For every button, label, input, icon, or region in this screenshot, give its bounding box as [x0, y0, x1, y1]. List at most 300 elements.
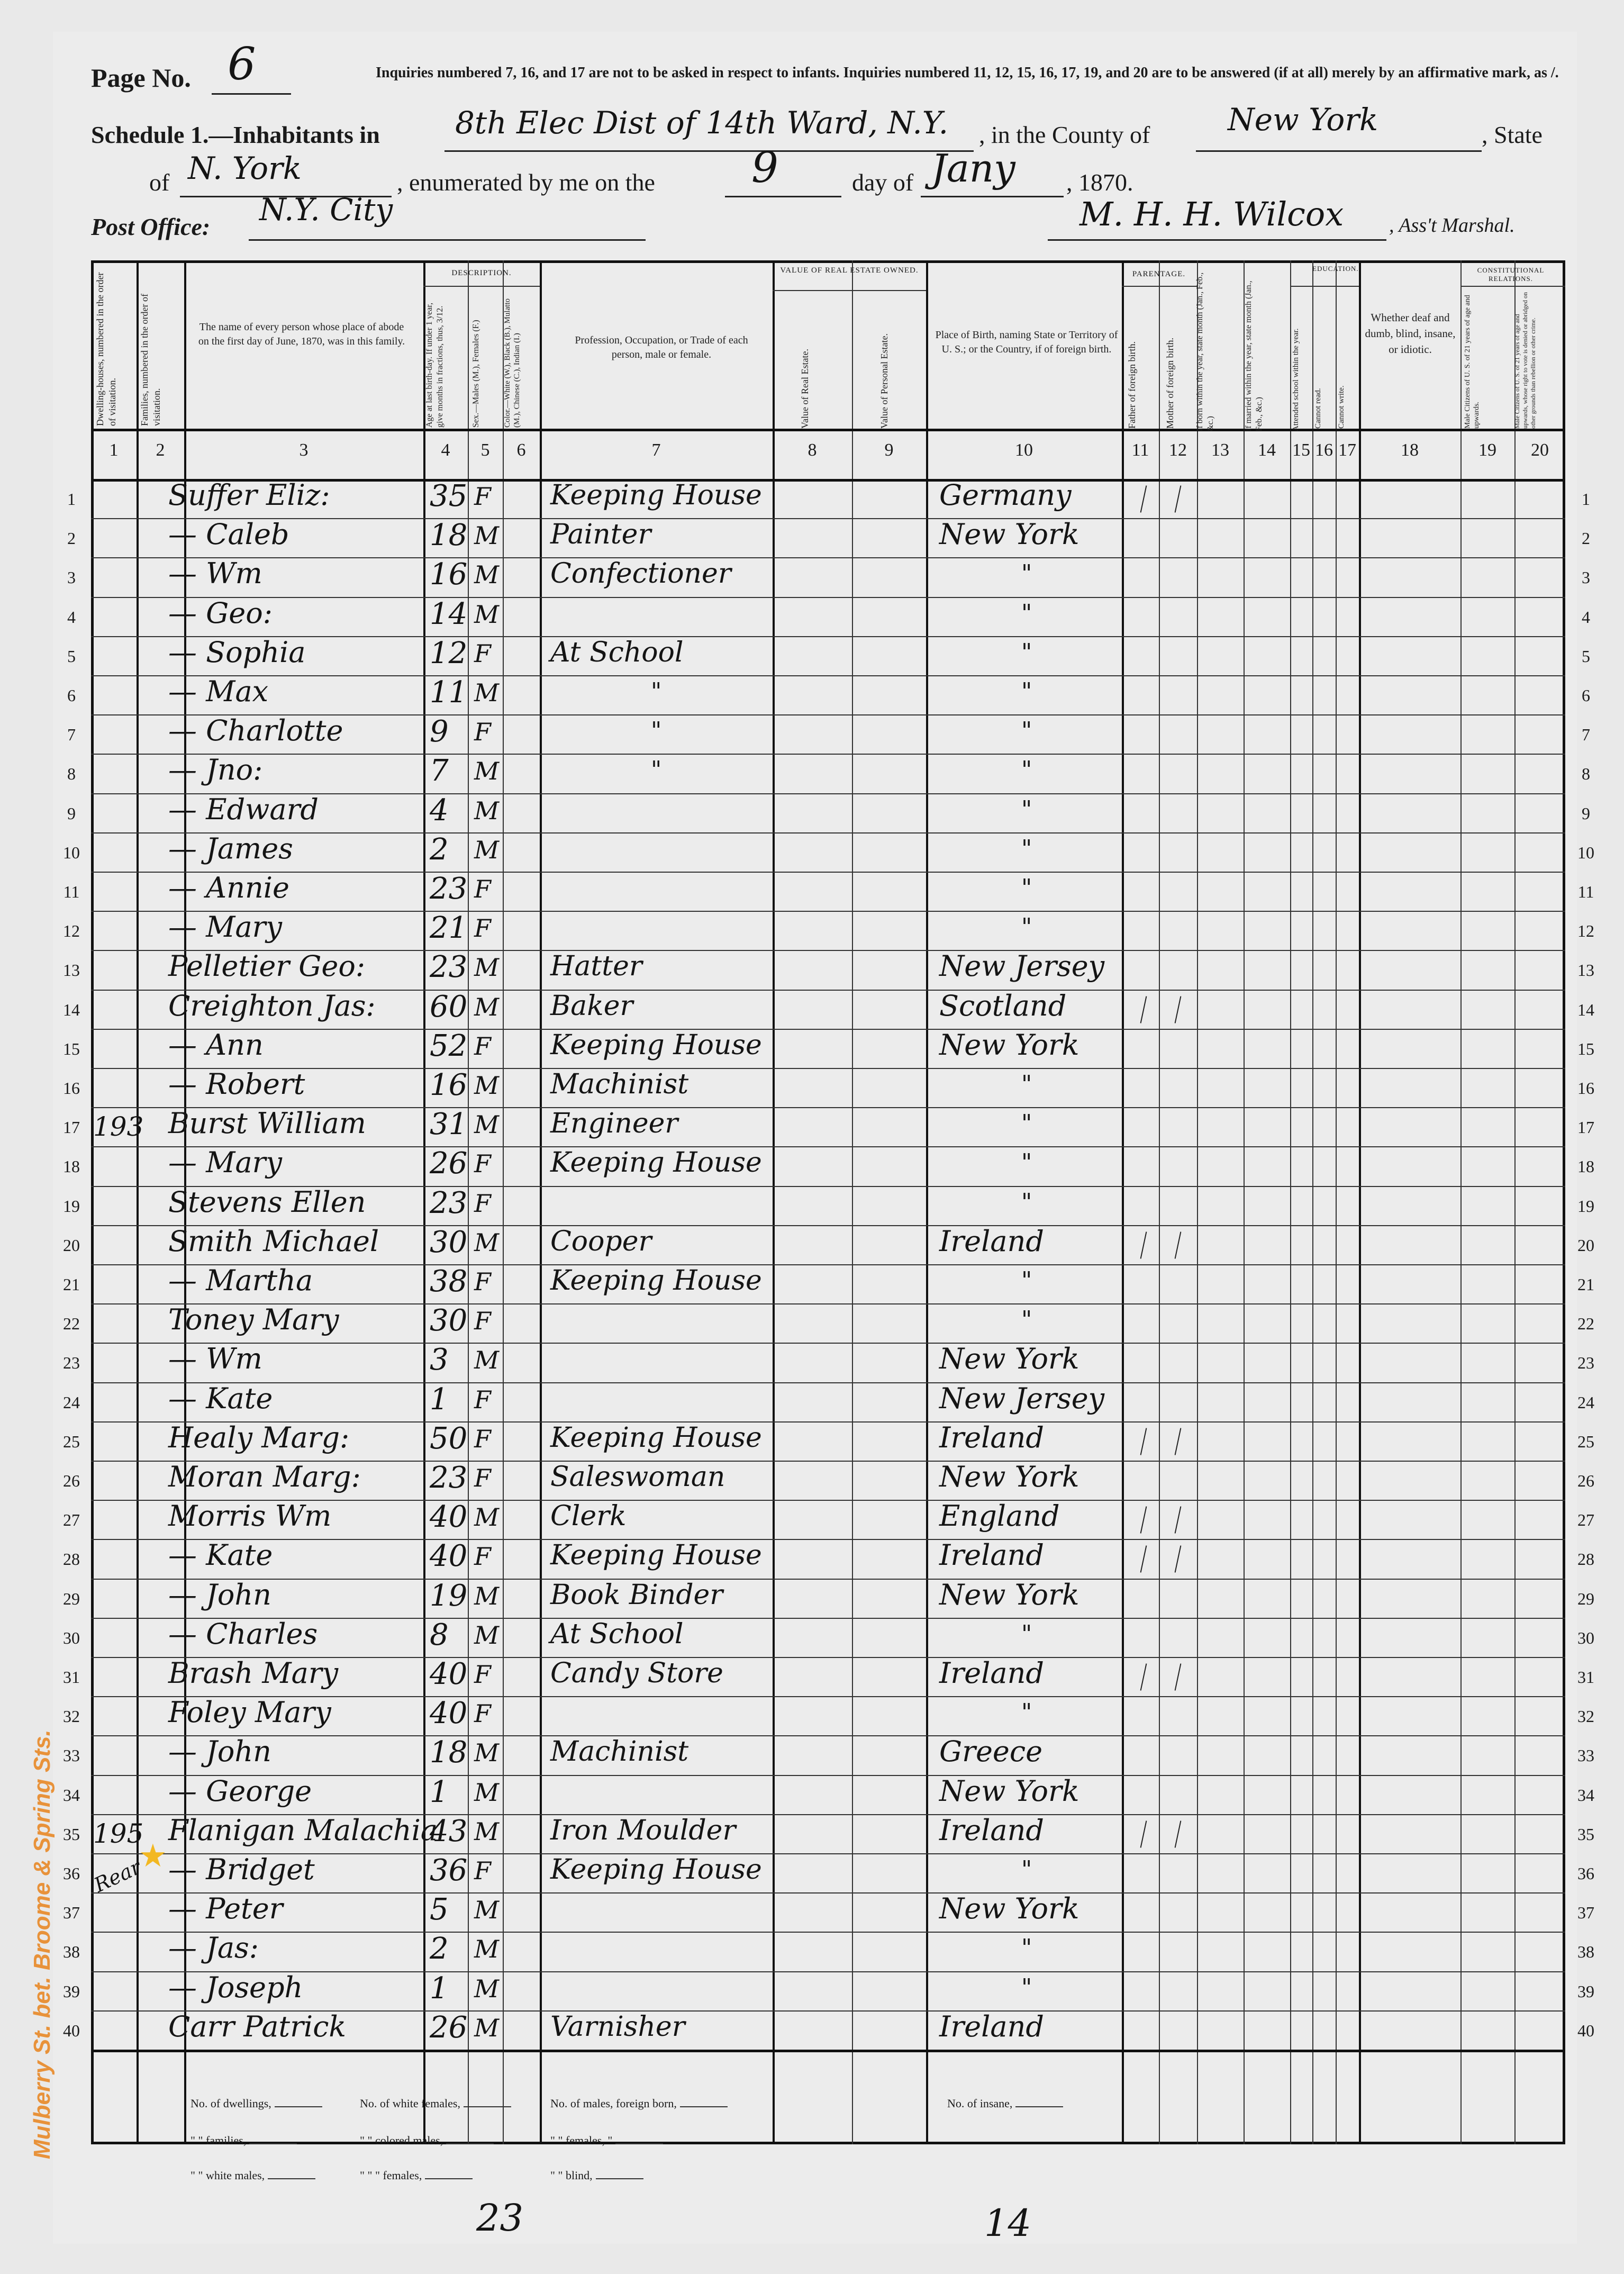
summary-insane: No. of insane,: [947, 2097, 1013, 2110]
person-birthplace: ": [1021, 1973, 1032, 2001]
person-name: — Wm: [168, 1342, 262, 1376]
row-number-right: 7: [1582, 725, 1590, 745]
person-age: 1: [430, 1971, 449, 2006]
person-name: — Sophia: [168, 635, 306, 669]
group-value: VALUE OF REAL ESTATE OWNED.: [780, 266, 919, 275]
person-name: Pelletier Geo:: [168, 949, 366, 983]
county-label: , in the County of: [979, 121, 1150, 148]
column-number: 4: [441, 440, 450, 460]
person-age: 5: [430, 1892, 449, 1927]
header-dwelling: Dwelling-houses, numbered in the order of visitation.: [95, 272, 117, 426]
person-sex: M: [474, 2013, 500, 2042]
person-sex: M: [474, 1817, 500, 1846]
person-age: 40: [430, 1657, 468, 1691]
person-occupation: Keeping House: [550, 1147, 762, 1179]
group-description: DESCRIPTION.: [451, 269, 512, 277]
person-occupation: Cooper: [550, 1225, 652, 1257]
person-sex: F: [474, 1464, 491, 1492]
row-number-left: 36: [63, 1864, 80, 1883]
person-name: — Caleb: [168, 518, 289, 551]
person-occupation: Iron Moulder: [550, 1814, 736, 1846]
person-name: — Robert: [168, 1067, 305, 1101]
header-attended-school: Attended school within the year.: [1292, 328, 1300, 431]
person-birthplace: ": [1021, 1267, 1032, 1294]
column-number: 7: [651, 440, 661, 460]
person-sex: M: [474, 521, 500, 550]
row-number-left: 34: [63, 1785, 80, 1805]
person-birthplace: New York: [939, 1578, 1079, 1611]
person-name: Creighton Jas:: [168, 989, 376, 1022]
column-number: 5: [480, 440, 490, 460]
column-divider: [773, 260, 775, 2144]
row-number-left: 8: [67, 764, 76, 784]
row-number-right: 26: [1577, 1471, 1594, 1490]
person-birthplace: Ireland: [939, 1420, 1044, 1454]
row-number-left: 5: [67, 646, 76, 666]
person-sex: F: [474, 1149, 491, 1179]
person-birthplace: Greece: [939, 1735, 1043, 1769]
person-sex: F: [474, 1424, 491, 1453]
dwelling-number: 193: [93, 1111, 144, 1143]
person-sex: F: [474, 1307, 491, 1336]
person-birthplace: ": [1021, 874, 1032, 901]
group-education: EDUCATION.: [1312, 265, 1359, 273]
person-age: 23: [430, 872, 468, 906]
row-number-left: 15: [63, 1039, 80, 1058]
row-number-left: 14: [63, 1000, 80, 1019]
marshal-label: , Ass't Marshal.: [1389, 214, 1515, 237]
row-number-left: 3: [67, 568, 76, 587]
post-office-value: N.Y. City: [259, 192, 393, 228]
page-label: Page No.: [91, 63, 191, 93]
person-sex: F: [474, 1699, 491, 1728]
column-divider: [926, 260, 928, 2144]
row-number-right: 27: [1577, 1510, 1594, 1530]
row-number-left: 20: [63, 1235, 80, 1255]
row-rule: [91, 636, 1565, 637]
person-age: 18: [430, 1735, 468, 1770]
header-real-estate: Value of Real Estate.: [800, 349, 810, 429]
person-age: 21: [430, 911, 468, 946]
person-name: — James: [168, 831, 293, 865]
person-age: 40: [430, 1539, 468, 1574]
row-rule: [91, 1539, 1565, 1540]
header-vote-denied: Male Citizens of U. S. of 21 years of age and upwards, whose right to vote is denied or abridged on other grounds than rebellion or other crime.: [1513, 292, 1537, 429]
person-age: 35: [430, 479, 468, 513]
person-occupation: Keeping House: [550, 1029, 762, 1061]
person-birthplace: ": [1021, 638, 1032, 666]
header-born-within-year: If born within the year, state month (Jan., Feb., &c.): [1195, 272, 1215, 431]
header-deaf-blind: Whether deaf and dumb, blind, insane, or idiotic.: [1365, 311, 1456, 356]
schedule-label: Schedule 1.—Inhabitants in: [91, 121, 380, 148]
header-birthplace: Place of Birth, naming State or Territory of U. S.; or the Country, if of foreign birth.: [935, 329, 1118, 355]
person-birthplace: ": [1021, 835, 1032, 862]
column-number: 1: [109, 440, 119, 460]
person-birthplace: New York: [939, 1892, 1079, 1926]
person-name: — Jas:: [168, 1931, 259, 1965]
row-number-right: 8: [1582, 764, 1590, 784]
column-number: 14: [1258, 440, 1276, 460]
column-divider: [540, 260, 542, 2144]
column-divider: [1159, 260, 1160, 2144]
person-occupation: Candy Store: [550, 1657, 723, 1689]
row-rule: [91, 1971, 1565, 1972]
person-age: 11: [430, 675, 468, 710]
row-number-right: 11: [1577, 882, 1594, 901]
person-birthplace: Ireland: [939, 1224, 1044, 1258]
person-name: — Annie: [168, 871, 289, 904]
person-birthplace: ": [1021, 1149, 1032, 1176]
person-sex: M: [474, 1896, 500, 1925]
state-value: N. York: [188, 150, 302, 186]
person-name: — Kate: [168, 1381, 273, 1415]
person-age: 2: [430, 832, 449, 867]
column-divider: [1244, 260, 1245, 2144]
person-age: 19: [430, 1578, 468, 1613]
row-number-right: 31: [1577, 1668, 1594, 1687]
row-number-right: 35: [1577, 1824, 1594, 1844]
page-number: 6: [228, 38, 256, 90]
row-number-left: 37: [63, 1903, 80, 1923]
person-sex: M: [474, 600, 500, 629]
row-number-left: 31: [63, 1668, 80, 1687]
person-occupation: Engineer: [550, 1108, 678, 1140]
person-name: — John: [168, 1578, 271, 1611]
row-number-left: 22: [63, 1314, 80, 1334]
row-number-right: 18: [1577, 1157, 1594, 1176]
person-age: 12: [430, 636, 468, 671]
summary-foreign-females: " " females, ": [550, 2134, 613, 2147]
row-number-right: 37: [1577, 1903, 1594, 1923]
header-occupation: Profession, Occupation, or Trade of each person, male or female.: [575, 334, 748, 360]
column-divider: [468, 260, 469, 2144]
person-birthplace: Ireland: [939, 1656, 1044, 1690]
summary-colored-females: " " " females,: [360, 2169, 422, 2182]
person-name: — John: [168, 1735, 271, 1769]
person-sex: M: [474, 1110, 500, 1139]
row-number-right: 40: [1577, 2021, 1594, 2040]
header-family: Families, numbered in the order of visitation.: [139, 294, 162, 426]
person-sex: F: [474, 1856, 491, 1885]
inquiries-note: Inquiries numbered 7, 16, and 17 are not to be asked in respect to infants. Inquiries numbered 11, 12, 15, 16, 17, 19, and 20 are to be answered (if at all) merely by an affirmative mark, as /.: [376, 65, 1559, 81]
person-birthplace: New York: [939, 1028, 1079, 1062]
row-number-left: 28: [63, 1550, 80, 1569]
month-value: Jany: [931, 146, 1015, 191]
person-sex: F: [474, 875, 491, 903]
row-rule: [91, 1146, 1565, 1147]
row-number-left: 6: [67, 686, 76, 705]
row-number-right: 21: [1577, 1275, 1594, 1294]
person-sex: F: [474, 1189, 491, 1218]
person-name: Foley Mary: [168, 1696, 331, 1729]
header-personal-estate: Value of Personal Estate.: [879, 333, 890, 429]
summary-colored-males: " " colored males,: [360, 2134, 443, 2147]
person-age: 40: [430, 1500, 468, 1535]
summary-blind: " " blind,: [550, 2169, 593, 2182]
column-number: 18: [1401, 440, 1419, 460]
person-name: — Ann: [168, 1028, 264, 1062]
row-number-right: 19: [1577, 1196, 1594, 1216]
person-name: Carr Patrick: [168, 2009, 347, 2043]
row-number-right: 1: [1582, 490, 1590, 509]
person-birthplace: New York: [939, 1342, 1079, 1376]
row-rule: [91, 1068, 1565, 1069]
header-age: Age at last birth-day. If under 1 year, give months in fractions, thus, 3/12.: [425, 302, 444, 428]
person-sex: M: [474, 1503, 500, 1532]
person-sex: F: [474, 1385, 491, 1414]
column-divider: [423, 260, 425, 2144]
person-sex: M: [474, 560, 500, 590]
person-age: 36: [430, 1853, 468, 1888]
row-number-left: 32: [63, 1707, 80, 1726]
row-number-left: 16: [63, 1079, 80, 1098]
person-birthplace: England: [939, 1499, 1060, 1533]
person-age: 3: [430, 1343, 449, 1378]
person-occupation: At School: [550, 636, 684, 668]
person-birthplace: Ireland: [939, 1538, 1044, 1572]
person-occupation: Machinist: [550, 1736, 689, 1768]
row-number-right: 30: [1577, 1628, 1594, 1647]
person-name: Burst William: [168, 1107, 366, 1140]
row-rule: [91, 911, 1565, 912]
person-name: Toney Mary: [168, 1303, 339, 1337]
header-name: The name of every person whose place of abode on the first day of June, 1870, was in this family.: [198, 321, 405, 347]
person-age: 1: [430, 1774, 449, 1809]
row-number-left: 17: [63, 1118, 80, 1137]
row-rule: [91, 1892, 1565, 1894]
county-value: New York: [1228, 102, 1378, 138]
star-icon: ★: [139, 1838, 167, 1873]
person-age: 4: [430, 793, 449, 828]
person-occupation: Hatter: [550, 950, 642, 983]
side-note-street: Mulberry St. bet. Broome & Spring Sts.: [29, 1729, 55, 2159]
person-sex: F: [474, 639, 491, 668]
header-mother-foreign: Mother of foreign birth.: [1165, 338, 1175, 429]
column-number: 6: [516, 440, 526, 460]
person-age: 30: [430, 1303, 468, 1338]
person-age: 43: [430, 1814, 468, 1849]
person-occupation: Book Binder: [550, 1579, 723, 1611]
person-occupation: Clerk: [550, 1500, 627, 1533]
row-number-right: 2: [1582, 529, 1590, 548]
person-name: Suffer Eliz:: [168, 478, 330, 512]
person-birthplace: New Jersey: [939, 949, 1105, 983]
person-age: 31: [430, 1107, 468, 1142]
header-bottom-rule: [91, 429, 1565, 431]
row-number-left: 33: [63, 1746, 80, 1765]
person-birthplace: ": [1021, 1306, 1032, 1334]
row-number-right: 24: [1577, 1392, 1594, 1412]
column-divider: [1460, 260, 1462, 2144]
person-sex: M: [474, 953, 500, 982]
person-name: — Geo:: [168, 596, 273, 630]
person-occupation: Varnisher: [550, 2010, 685, 2043]
column-divider: [1312, 260, 1313, 2144]
person-birthplace: ": [1021, 1699, 1032, 1726]
row-rule: [91, 1735, 1565, 1736]
person-sex: M: [474, 1071, 500, 1100]
row-number-right: 4: [1582, 607, 1590, 627]
person-birthplace: New York: [939, 1774, 1079, 1808]
row-number-left: 23: [63, 1353, 80, 1373]
row-number-left: 25: [63, 1432, 80, 1451]
row-rule: [91, 675, 1565, 676]
row-rule: [91, 1382, 1565, 1383]
summary-families: " " families,: [190, 2134, 247, 2147]
column-number: 17: [1338, 440, 1356, 460]
column-divider: [1197, 260, 1198, 2144]
row-rule: [91, 872, 1565, 873]
person-age: 9: [430, 714, 449, 749]
row-number-right: 25: [1577, 1432, 1594, 1451]
person-birthplace: ": [1021, 560, 1032, 587]
person-sex: M: [474, 992, 500, 1021]
column-number: 10: [1015, 440, 1033, 460]
row-number-right: 32: [1577, 1707, 1594, 1726]
header-married-within-year: If married within the year, state month (Jan., Feb., &c.): [1244, 280, 1264, 431]
row-number-left: 21: [63, 1275, 80, 1294]
person-sex: M: [474, 1620, 500, 1650]
column-number: 8: [808, 440, 817, 460]
header-cannot-read: Cannot read.: [1314, 388, 1322, 429]
row-rule: [91, 518, 1565, 519]
person-sex: F: [474, 1542, 491, 1571]
person-age: 16: [430, 557, 468, 592]
row-number-right: 15: [1577, 1039, 1594, 1058]
column-number: 13: [1211, 440, 1229, 460]
group-header-divider: [423, 286, 540, 287]
summary-foreign-males: No. of males, foreign born,: [550, 2097, 677, 2110]
group-header-divider: [1460, 286, 1565, 287]
post-office-label: Post Office:: [91, 213, 211, 240]
person-birthplace: ": [1021, 1071, 1032, 1098]
row-number-right: 29: [1577, 1589, 1594, 1608]
column-number: 3: [299, 440, 309, 460]
row-number-right: 38: [1577, 1942, 1594, 1962]
person-age: 52: [430, 1028, 468, 1063]
person-age: 2: [430, 1932, 449, 1967]
person-name: — George: [168, 1774, 312, 1808]
person-sex: M: [474, 1974, 500, 2003]
row-rule: [91, 832, 1565, 834]
row-number-left: 38: [63, 1942, 80, 1962]
person-name: Stevens Ellen: [168, 1185, 366, 1219]
person-occupation: Keeping House: [550, 1539, 762, 1572]
row-number-left: 10: [63, 842, 80, 862]
person-occupation: At School: [550, 1618, 684, 1650]
person-name: Flanigan Malachia: [168, 1813, 438, 1847]
day-value: 9: [751, 143, 778, 192]
person-occupation: Keeping House: [550, 1854, 762, 1886]
row-rule: [91, 754, 1565, 755]
row-number-right: 28: [1577, 1550, 1594, 1569]
foot-mark-right: 14: [984, 2201, 1032, 2245]
row-number-left: 1: [67, 490, 76, 509]
person-age: 8: [430, 1617, 449, 1652]
person-name: — Charlotte: [168, 714, 343, 748]
column-divider: [503, 260, 504, 2144]
row-number-right: 34: [1577, 1785, 1594, 1805]
person-birthplace: Ireland: [939, 2009, 1044, 2043]
row-number-left: 11: [63, 882, 80, 901]
person-age: 30: [430, 1225, 468, 1260]
row-number-right: 12: [1577, 921, 1594, 941]
row-number-left: 13: [63, 961, 80, 980]
column-number: 2: [156, 440, 165, 460]
row-rule: [91, 1343, 1565, 1344]
person-birthplace: ": [1021, 1110, 1032, 1137]
column-number: 16: [1315, 440, 1333, 460]
row-number-right: 33: [1577, 1746, 1594, 1765]
person-occupation: Keeping House: [550, 479, 762, 511]
person-name: Healy Marg:: [168, 1420, 350, 1454]
column-divider: [1290, 260, 1291, 2144]
person-sex: M: [474, 1778, 500, 1807]
person-birthplace: Ireland: [939, 1813, 1044, 1847]
person-birthplace: ": [1021, 1856, 1032, 1883]
person-sex: F: [474, 1660, 491, 1689]
foot-mark-left: 23: [476, 2196, 524, 2240]
person-sex: M: [474, 678, 500, 707]
column-divider: [1359, 260, 1361, 2144]
row-number-left: 27: [63, 1510, 80, 1530]
person-sex: M: [474, 1935, 500, 1964]
person-birthplace: ": [1021, 678, 1032, 705]
row-number-left: 35: [63, 1824, 80, 1844]
day-of-label: day of: [852, 169, 914, 196]
person-birthplace: ": [1021, 913, 1032, 941]
header-sex: Sex.—Males (M.), Females (F.): [471, 320, 480, 428]
person-name: — Mary: [168, 910, 282, 944]
person-sex: M: [474, 1581, 500, 1610]
person-occupation: Machinist: [550, 1068, 689, 1100]
person-birthplace: ": [1021, 1188, 1032, 1216]
group-parentage: PARENTAGE.: [1132, 270, 1186, 278]
person-birthplace: ": [1021, 756, 1032, 784]
person-name: — Kate: [168, 1538, 273, 1572]
row-number-left: 39: [63, 1981, 80, 2001]
person-name: Moran Marg:: [168, 1460, 361, 1493]
row-number-left: 9: [67, 803, 76, 823]
column-number: 9: [884, 440, 894, 460]
person-name: Brash Mary: [168, 1656, 339, 1690]
header-father-foreign: Father of foreign birth.: [1127, 341, 1137, 429]
person-name: — Max: [168, 675, 269, 708]
row-rule: [91, 1029, 1565, 1030]
person-birthplace: New Jersey: [939, 1381, 1105, 1415]
person-name: — Charles: [168, 1617, 318, 1651]
header-male-citizens: Male Citizens of U. S. of 21 years of age and upwards.: [1464, 295, 1481, 429]
row-number-right: 23: [1577, 1353, 1594, 1373]
state-label: , State: [1482, 121, 1543, 148]
column-number: 12: [1169, 440, 1187, 460]
person-age: 23: [430, 1185, 468, 1220]
person-sex: F: [474, 718, 491, 747]
person-occupation: Baker: [550, 990, 633, 1022]
person-age: 23: [430, 1461, 468, 1495]
summary-dwellings: No. of dwellings,: [190, 2097, 271, 2110]
person-birthplace: Scotland: [939, 989, 1067, 1022]
group-header-divider: [1122, 286, 1197, 287]
dwelling-number: Rear: [90, 1855, 144, 1897]
person-sex: F: [474, 482, 491, 511]
row-number-left: 26: [63, 1471, 80, 1490]
person-sex: M: [474, 796, 500, 825]
row-number-left: 40: [63, 2021, 80, 2040]
of-label: of: [149, 169, 170, 196]
row-rule: [91, 597, 1565, 598]
person-sex: M: [474, 1228, 500, 1257]
